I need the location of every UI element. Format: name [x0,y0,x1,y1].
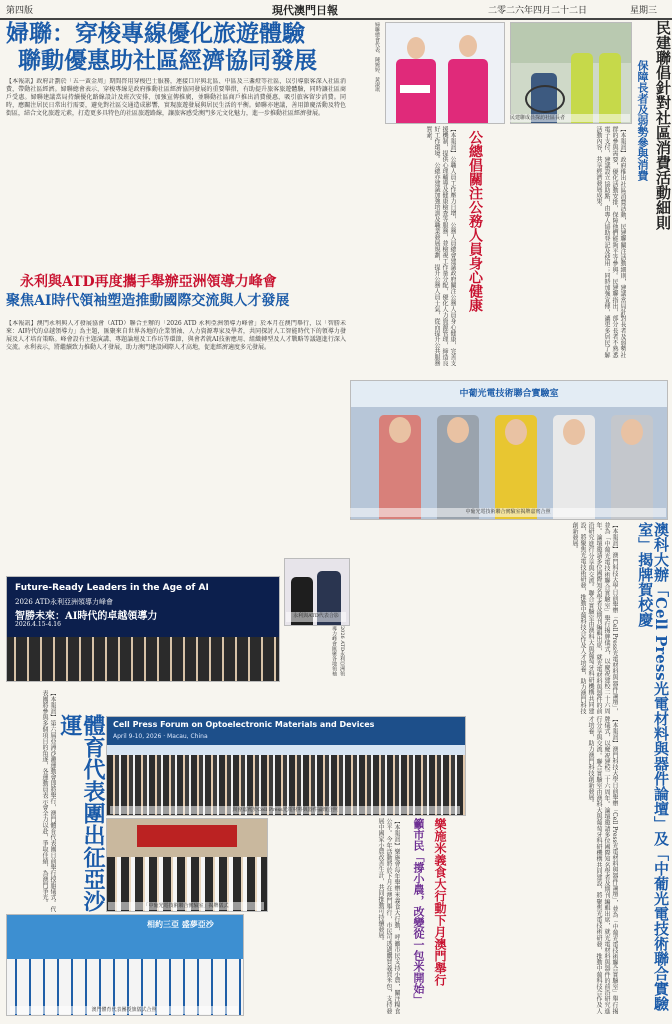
women-title-line1: 婦聯：穿梭專線優化旅遊體驗 [6,20,305,47]
page-header [0,0,672,20]
women-title-line2: 聯動優惠助社區經濟協同發展 [18,47,317,74]
ai-title-line1: 永利與ATD再度攜手舉辦亞洲領導力峰會 [20,274,277,290]
issue-date: 二零二六年四月二十二日 [488,6,588,16]
women-photo [385,22,505,124]
lab-top-photo-caption: 中葡光電技術聯合實驗室揭牌嘉賓合照 [350,508,666,517]
lab-plaque-photo [106,818,268,912]
civil-body: 【本報訊】公職人員工作壓力日增，公務人員總會建議政府關注公務人員身心健康，完善支援機制，提供心理輔導及健康檢查等服務，並檢視工作量分配，優化人力資源管理，締造良好工作環境。公總亦建議加強培訓及職業發展規劃，提升公務人員士氣，從而提升公共服務質素。 [425,126,456,366]
elderly-title: 民建聯倡針對社區消費活動細則 [654,20,672,230]
eat-title-line2: 籲市民「撐小農，改變從一包米開始」 [412,818,425,1005]
ai-headline [6,273,348,317]
lab-title: 澳科大辦「Cell Press光電材料與器件論壇」及「中葡光電技術聯合實驗室」揭牌賀校慶 [636,522,670,1011]
elderly-body: 【本報訊】政府推出社區消費活動，民建聯關注活動細則，建議當局針對長者及弱勢社群的參與需要，優化活動安排，保障他們能夠平等參與。民建聯指出，部分長者不熟悉電子支付，建議設立協助點，由專人協助登記及使用；同時加強宣傳，讓更多居民了解活動內容，共享經濟發展成果。 [595,126,626,358]
lab-top-banner: 中葡光電技術聯合實驗室 [351,381,667,407]
lab-forum-date: April 9-10, 2026 · Macau, China [113,733,208,740]
ai-body: 【本報訊】澳門永利與人才發展協會（ATD）聯合主辦的「2026 ATD 永利亞洲領導力峰會」於本月在澳門舉行，以「智勝未來：AI時代的卓越領導力」為主題，匯聚來自世界各地的企業領袖、人力資源專家及學者，共同探討人工智能時代下的領導力發展及人才培育策略。峰會設有主題演講、專題論壇及工作坊等環節，與會者就AI技術應用、組織轉型及人才戰略等議題進行深入交流。永利表示，將繼續致力推動人才發展，助力澳門建設國際人才高地，促進經濟適度多元發展。 [6,320,346,351]
elderly-photo [510,22,632,124]
women-headline [6,20,348,76]
sports-badge: 相約三亞 盛夢亞沙 [147,919,214,929]
lab-top-photo [350,380,668,520]
page-number: 第四版 [6,6,34,16]
lab-forum-caption: 與會嘉賓於Cell Press光電材料與器件論壇合照 [110,806,460,814]
civil-title: 公總倡關注公務人員身心健康 [467,130,483,312]
lab-body-continued: 【本報訊】澳門科技大學日前舉辦「Cell Press光電材料與器件論壇」，並為「中葡光電技術聯合實驗室」舉行揭牌儀式，以慶祝建校二十六周年。論壇邀請多位國際知名學者及期刊編輯出席，就光電材料與器件的前沿研究進行分享與交流。聯合實驗室由澳科大與葡萄牙科研機構共同建設，將聚焦光電技術研發，推動中葡科技合作及人才培養，助力澳門科技創新發展。 [587,716,618,1014]
ai-caption-left: 2026 ATD永利亞洲領導力峰會匯聚各地領袖 [331,626,345,676]
lab-forum-photo [106,716,466,816]
ai-banner-en: Future-Ready Leaders in the Age of AI [15,583,209,593]
women-photo-caption: 婦聯總會代表、陳婉婷、黃淑琪 [374,22,380,92]
women-body: 【本報訊】政府計劃於「五一黃金周」期間啓用穿梭巴士服務，連接口岸與北區、中區及三盞燈等社區，以引導旅客深入社區消費，帶動社區經濟。婦聯總會表示，穿梭專線是政府推動社區經濟協同發展的重要舉措，有助提升旅客旅遊體驗，同時讓社區商戶受惠。婦聯建議當局持續優化路線設計及班次安排，加強宣傳推廣，並聯動社區商戶推出消費優惠，吸引旅客留步消費。同時，應關注居民日常出行需要，避免對社區交通造成影響，實現旅遊發展與居民生活的平衡。婦聯亦建議，善用節慶活動及特色街區，結合文化旅遊元素，打造更多具特色的社區旅遊路線，讓旅客感受澳門多元文化魅力，進一步推動社區經濟發展。 [6,78,346,117]
sports-body: 【本報訊】第六屆亞洲沙灘運動會即將舉行，澳門體育代表團日前舉行授旗儀式。代表團將參與多個項目的角逐，各運動員表示會全力以赴，爭取佳績，為澳門爭光。 [41,690,56,912]
ai-title-line2: 聚焦AI時代領袖塑造推動國際交流與人才發展 [6,293,290,309]
elderly-photo-caption: 民建聯成員探訪社區長者 [510,114,630,122]
ai-banner-zh: 智勝未來：AI時代的卓越領導力 [15,611,158,622]
sports-title: 體育代表團出征亞沙運 [56,714,106,912]
sports-photo-caption: 澳門體育代表團授旗儀式合照 [10,1006,238,1014]
lab-plaque-caption: 「中葡光電技術聯合實驗室」揭牌儀式 [108,902,264,910]
ai-banner-date: 2026.4.15-4.16 [15,621,61,628]
lab-forum-banner: Cell Press Forum on Optoelectronic Materials and Devices [107,717,465,745]
elderly-subtitle: 保障長者及弱勢參與消費 [636,60,649,181]
ai-banner-sub: 2026 ATD永利亞洲領導力峰會 [15,598,113,606]
eat-body: 【本報訊】樂施會每年舉辦米義食大行動，呼籲市民支持小農，關注糧食公平。今年活動將於下月在澳門舉行，市民可透過購買義賣米包，支持發展中國家小農改善生計，共同推動可持續發展。 [377,818,400,1014]
ai-caption-right: 永利與ATD代表合影 [286,612,346,622]
sports-photo [6,914,244,1016]
ai-banner-photo [6,576,280,682]
newspaper-name: 現代澳門日報 [272,4,338,17]
eat-title-line1: 樂施米義食大行動下月澳門舉行 [433,818,447,986]
weekday: 星期三 [630,6,658,16]
lab-body: 【本報訊】澳門科技大學日前舉辦「Cell Press光電材料與器件論壇」，並為「中葡光電技術聯合實驗室」舉行揭牌儀式，以慶祝建校二十六周年。論壇邀請多位國際知名學者及期刊編輯出席，就光電材料與器件的前沿研究進行分享與交流。聯合實驗室由澳科大與葡萄牙科研機構共同建設，將聚焦光電技術研發，推動中葡科技合作及人才培養，助力澳門科技創新發展。 [571,522,618,714]
